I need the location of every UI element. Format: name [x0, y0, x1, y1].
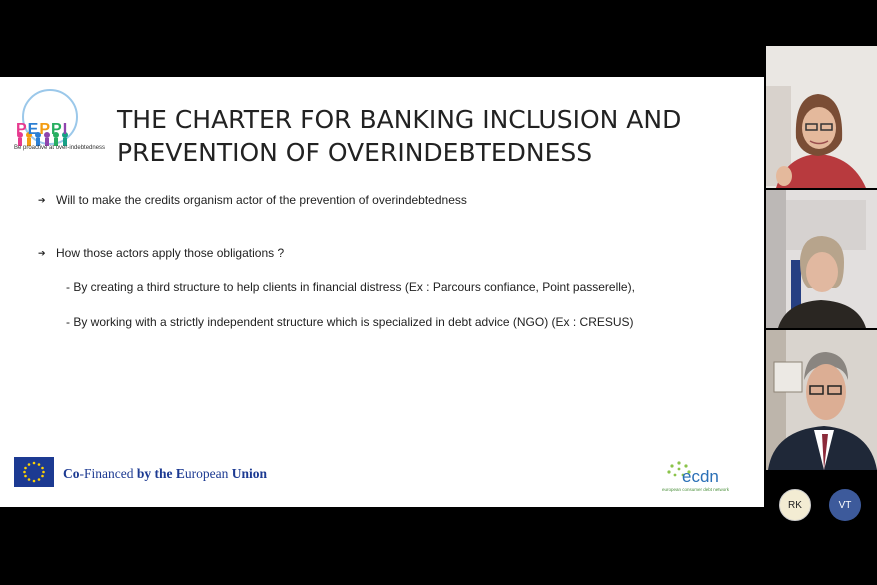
- footer-union: Union: [228, 466, 268, 481]
- sub-bullet-2: - By working with a strictly independent structure which is specialized in debt advice (NGO) (Ex : CRESUS): [66, 315, 634, 329]
- participant-avatar-rk[interactable]: RK: [779, 489, 811, 521]
- ecdn-logo: [660, 459, 750, 495]
- eu-flag-icon: [14, 457, 54, 487]
- eu-stars-icon: [14, 457, 54, 487]
- footer-e: E: [175, 466, 185, 481]
- bullet-1: [38, 193, 467, 207]
- peppi-logo: [10, 87, 106, 157]
- arrow-icon: ➔: [38, 195, 46, 205]
- bullet-1-text: Will to make the credits organism actor of the prevention of overindebtedness: [56, 193, 467, 207]
- co-financed-footer: [63, 466, 267, 482]
- bullet-2-text: How those actors apply those obligations ?: [56, 246, 285, 260]
- participant-video-2[interactable]: [766, 190, 877, 328]
- ecdn-text: ecdn: [682, 467, 719, 486]
- participant-video-1[interactable]: [766, 46, 877, 188]
- participant-video-3[interactable]: [766, 330, 877, 470]
- footer-uropean: uropean: [184, 466, 229, 481]
- footer-financed: -Financed: [79, 466, 134, 481]
- footer-by-the: by the: [133, 466, 176, 481]
- participant-1-image: [766, 46, 877, 188]
- peppi-tagline: Be proactive at over-indebtedness: [14, 145, 106, 151]
- participant-avatar-vt[interactable]: VT: [829, 489, 861, 521]
- participant-2-image: [766, 190, 877, 328]
- ecdn-subtitle: european consumer debt network: [662, 487, 730, 492]
- bullet-2: [38, 246, 284, 260]
- participant-3-image: [766, 330, 877, 470]
- sub-bullet-1: - By creating a third structure to help clients in financial distress (Ex : Parcours confiance, Point passerelle),: [66, 280, 635, 294]
- slide-title-line2: PREVENTION OF OVERINDEBTEDNESS: [117, 138, 593, 167]
- footer-co: Co: [63, 466, 80, 481]
- peppi-logo-text: PEPPI: [16, 121, 69, 138]
- presentation-slide: [0, 77, 764, 507]
- arrow-icon: ➔: [38, 248, 46, 258]
- slide-title: [117, 103, 737, 169]
- slide-title-line1: THE CHARTER FOR BANKING INCLUSION AND: [117, 105, 682, 134]
